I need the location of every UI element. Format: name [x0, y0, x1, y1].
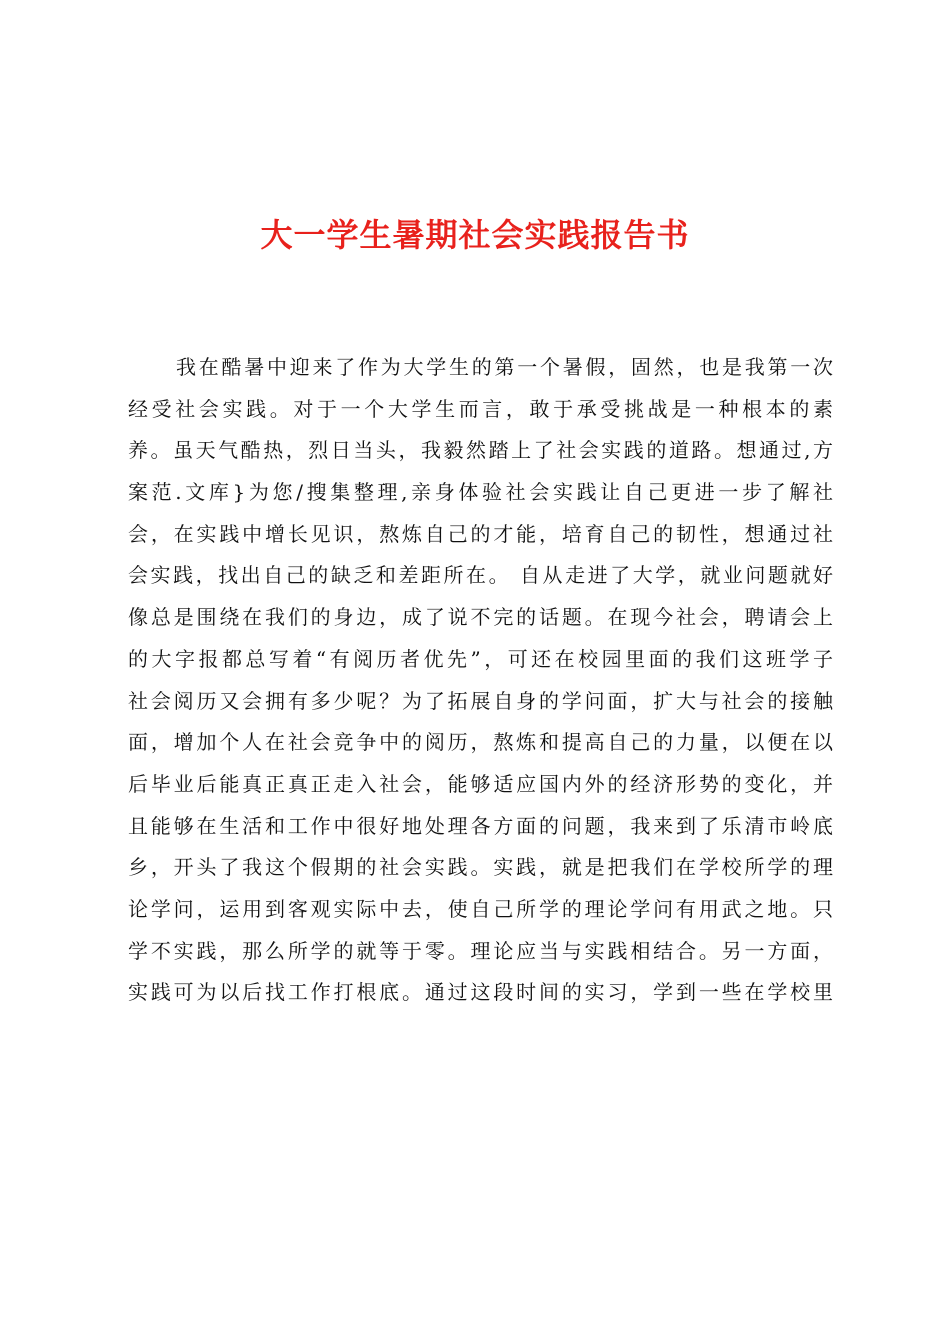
body-line: 学不实践，那么所学的就等于零。理论应当与实践相结合。另一方面， [128, 938, 833, 963]
body-line: 的大字报都总写着“有阅历者优先”，可还在校园里面的我们这班学子 [128, 646, 833, 671]
body-line: 像总是围绕在我们的身边，成了说不完的话题。在现今社会，聘请会上 [128, 605, 833, 630]
body-line: 养。虽天气酷热，烈日当头，我毅然踏上了社会实践的道路。想通过,方 [128, 438, 833, 463]
body-line: 社会阅历又会拥有多少呢？为了拓展自身的学问面，扩大与社会的接触 [128, 688, 833, 713]
body-line: 我在酷暑中迎来了作为大学生的第一个暑假，固然，也是我第一次 [176, 355, 833, 379]
body-line: 经受社会实践。对于一个大学生而言，敢于承受挑战是一种根本的素 [128, 396, 833, 421]
document-body [128, 347, 833, 1014]
body-line: 面，增加个人在社会竞争中的阅历，熬炼和提高自己的力量，以便在以 [128, 730, 833, 755]
document-title: 大一学生暑期社会实践报告书 [260, 216, 690, 254]
body-line: 会实践，找出自己的缺乏和差距所在。 自从走进了大学，就业问题就好 [128, 563, 833, 588]
body-line: 论学问，运用到客观实际中去，使自己所学的理论学问有用武之地。只 [128, 896, 833, 921]
body-line: 会，在实践中增长见识，熬炼自己的才能，培育自己的韧性，想通过社 [128, 521, 833, 546]
body-line: 乡，开头了我这个假期的社会实践。实践，就是把我们在学校所学的理 [128, 855, 833, 880]
body-line: 后毕业后能真正真正走入社会，能够适应国内外的经济形势的变化，并 [128, 771, 833, 796]
body-line: 案范.文库}为您/搜集整理,亲身体验社会实践让自己更进一步了解社 [128, 480, 833, 505]
body-line: 实践可为以后找工作打根底。通过这段时间的实习，学到一些在学校里 [128, 980, 833, 1005]
body-line: 且能够在生活和工作中很好地处理各方面的问题，我来到了乐清市岭底 [128, 813, 833, 838]
